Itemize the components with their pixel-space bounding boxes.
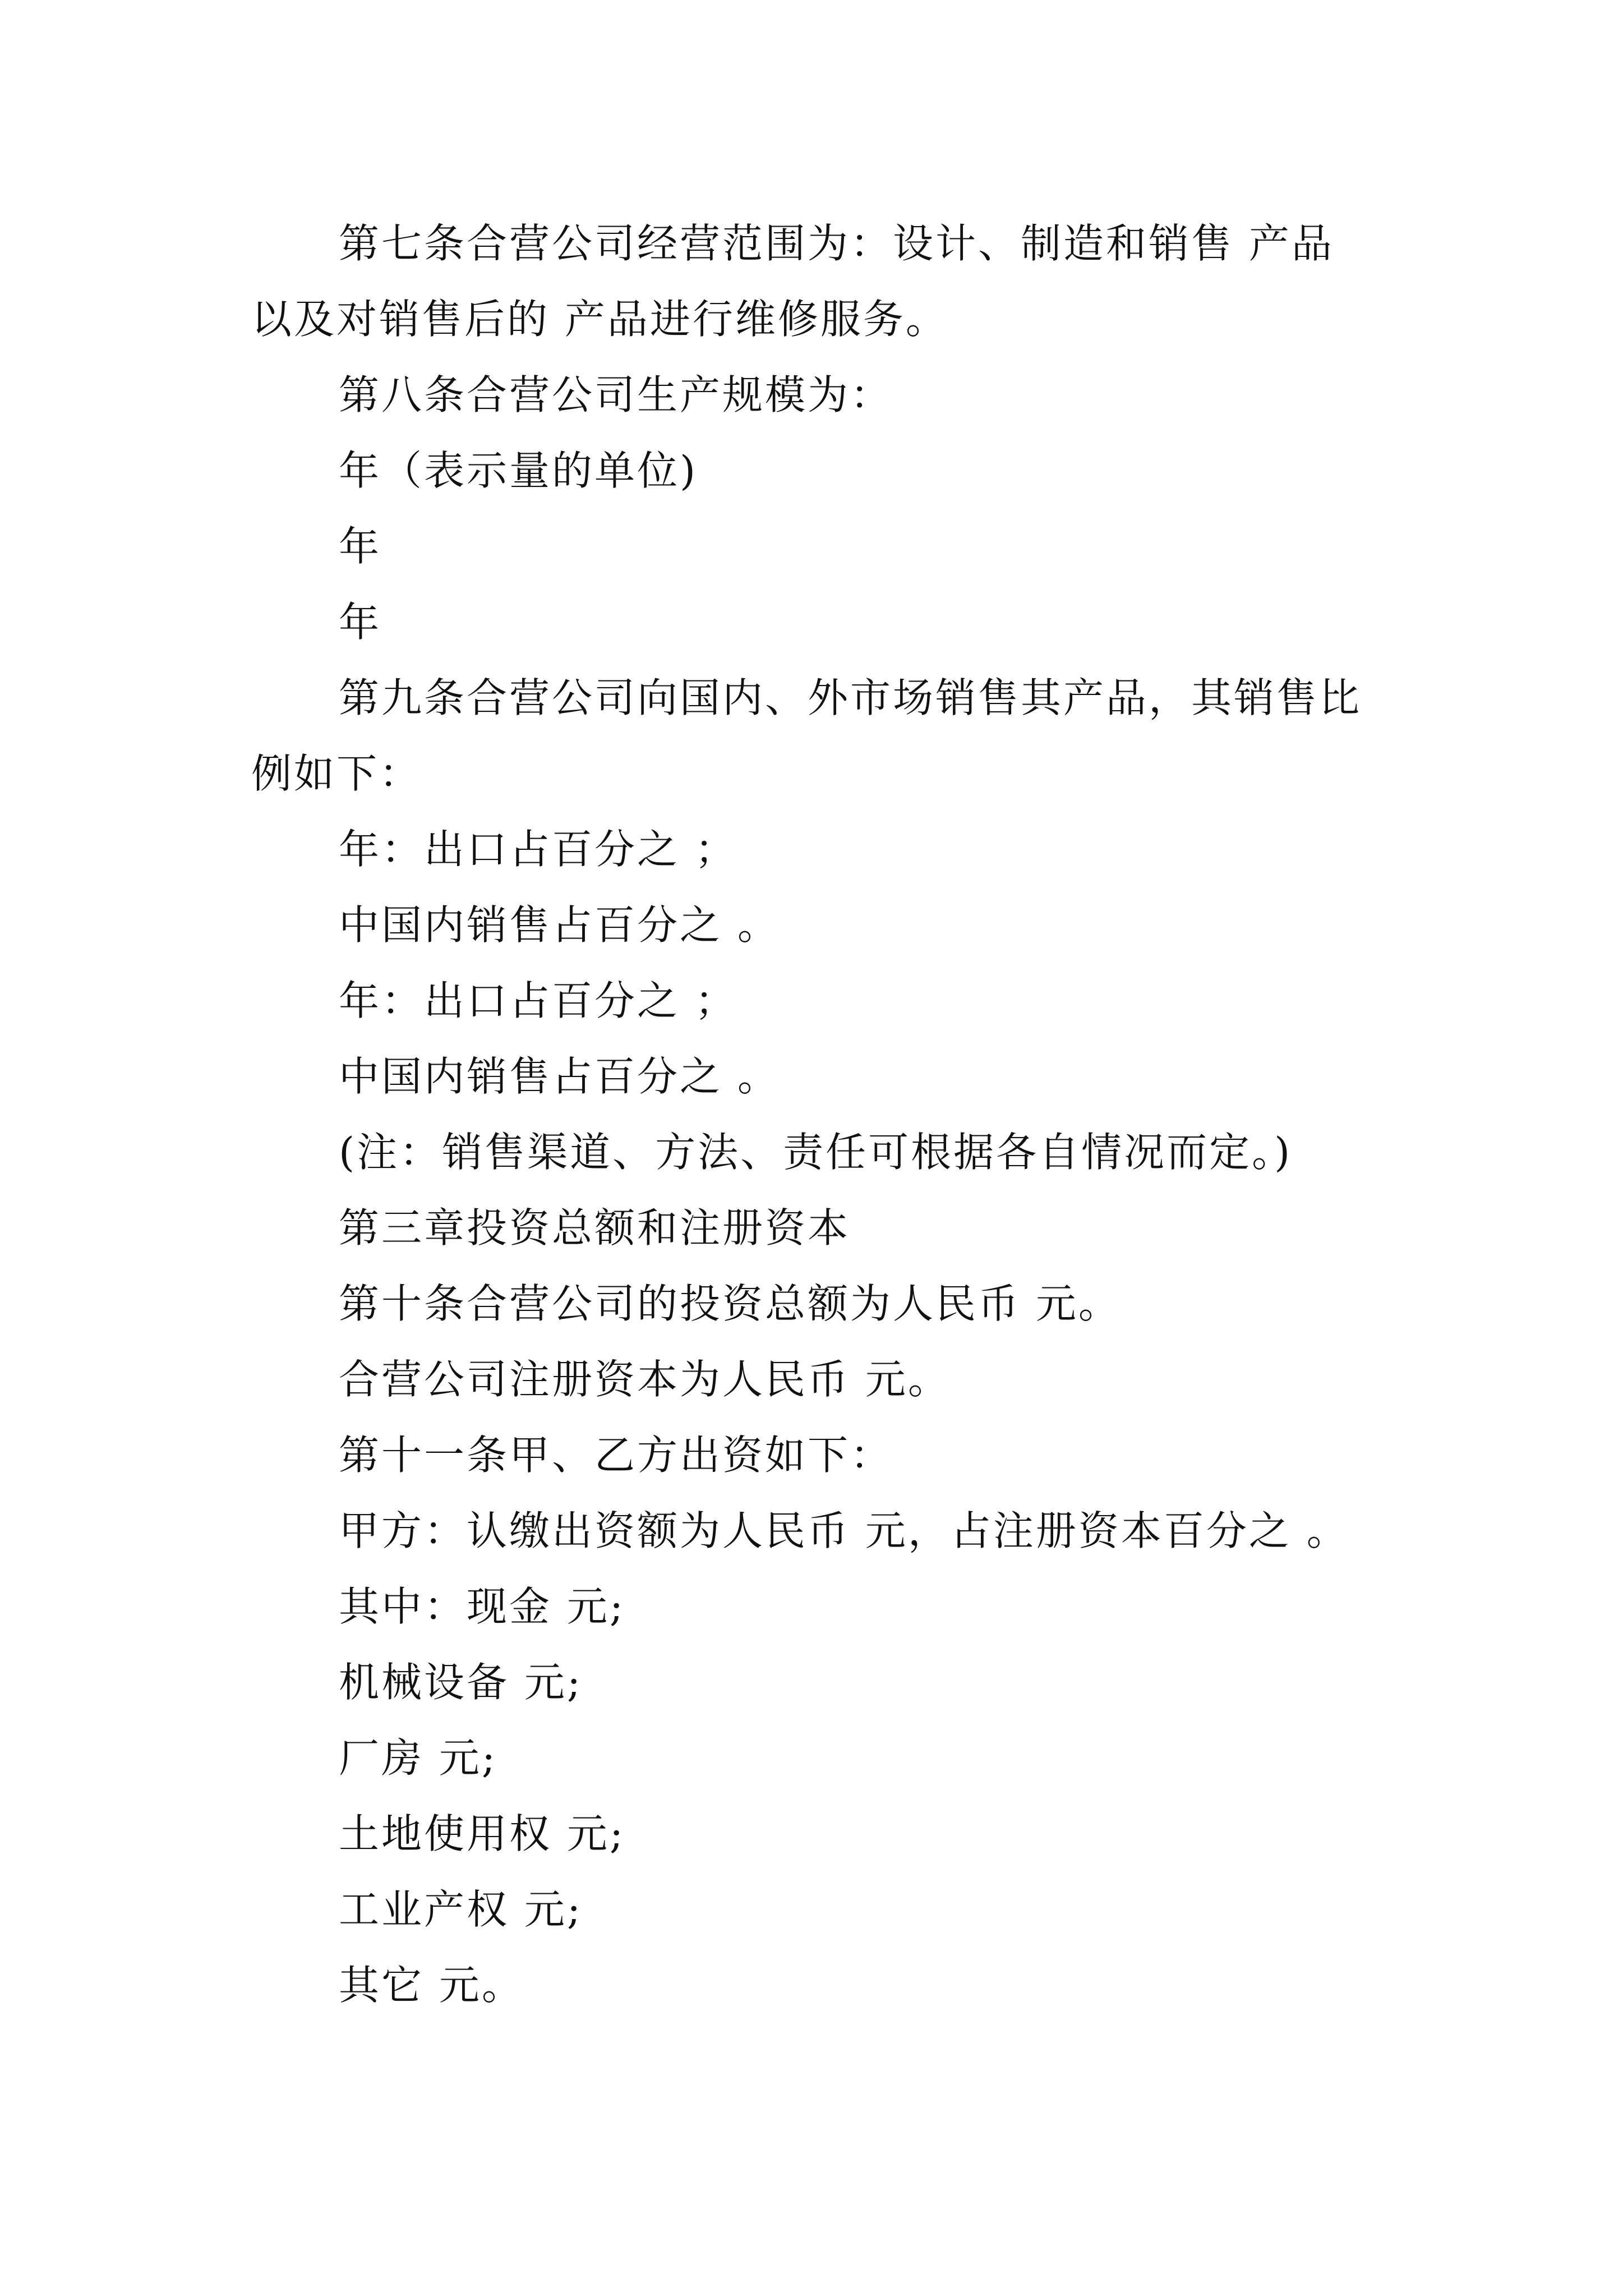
registered-capital: 合营公司注册资本为人民币 元。	[339, 1356, 951, 1403]
sales-note: (注：销售渠道、方法、责任可根据各自情况而定。)	[339, 1129, 1293, 1176]
party-a-contribution: 甲方：认缴出资额为人民币 元，占注册资本百分之 。	[339, 1507, 1349, 1554]
machinery-contribution: 机械设备 元;	[339, 1659, 583, 1706]
export-ratio-2: 年：出口占百分之 ；	[339, 977, 737, 1024]
export-ratio-1: 年：出口占百分之 ；	[339, 826, 737, 873]
domestic-ratio-2: 中国内销售占百分之 。	[339, 1053, 780, 1100]
land-use-right-contribution: 土地使用权 元;	[339, 1810, 626, 1857]
article-11: 第十一条甲、乙方出资如下：	[339, 1432, 893, 1479]
domestic-ratio-1: 中国内销售占百分之 。	[339, 901, 780, 949]
article-7-line-2: 以及对销售后的 产品进行维修服务。	[251, 296, 948, 343]
industrial-property-contribution: 工业产权 元;	[339, 1886, 583, 1933]
article-7-line-1: 第七条合营公司经营范围为：设计、制造和销售 产品	[339, 220, 1334, 267]
article-8: 第八条合营公司生产规模为：	[339, 371, 893, 418]
other-contribution: 其它 元。	[339, 1962, 524, 2009]
factory-contribution: 厂房 元;	[339, 1734, 498, 1782]
cash-contribution: 其中：现金 元;	[339, 1583, 626, 1630]
production-year-1: 年（表示量的单位)	[339, 447, 698, 494]
production-year-3: 年	[339, 599, 382, 646]
production-year-2: 年	[339, 523, 382, 570]
chapter-3-heading: 第三章投资总额和注册资本	[339, 1204, 851, 1251]
article-10: 第十条合营公司的投资总额为人民币 元。	[339, 1280, 1121, 1327]
article-9-line-1: 第九条合营公司向国内、外市场销售其产品，其销售比	[339, 674, 1362, 721]
article-9-line-2: 例如下：	[251, 750, 422, 797]
